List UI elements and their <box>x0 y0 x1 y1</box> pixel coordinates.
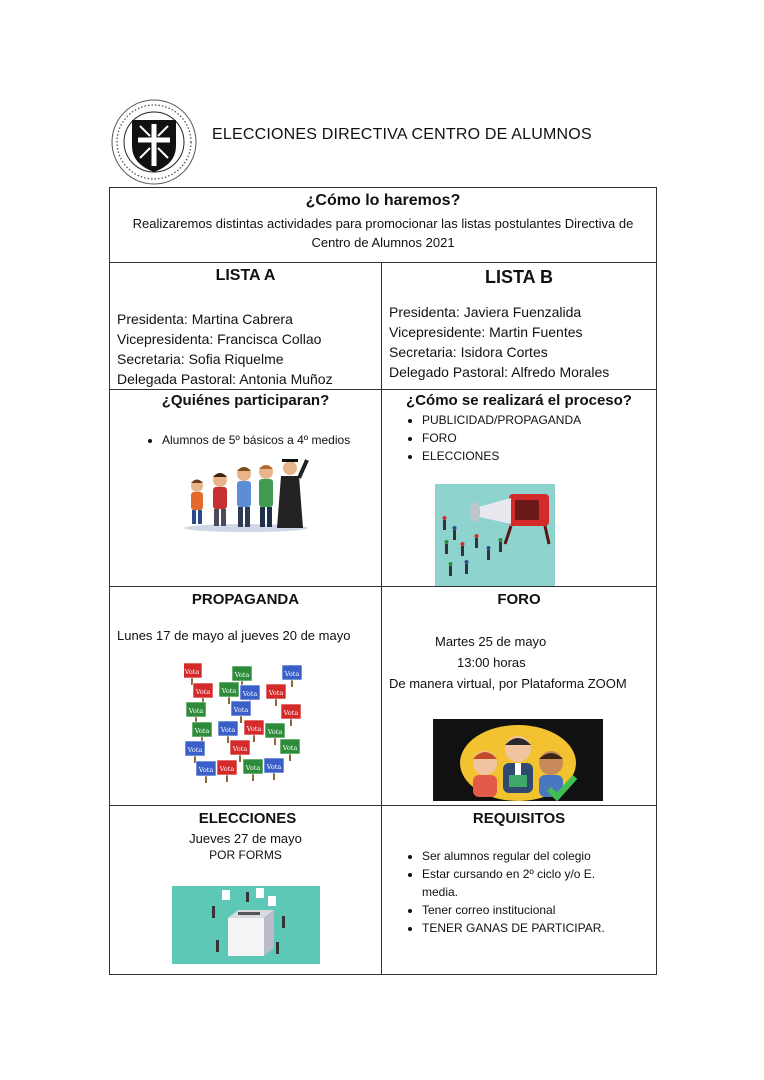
svg-text:Vota: Vota <box>220 726 236 734</box>
svg-text:Vota: Vota <box>282 744 298 752</box>
participants-title: ¿Quiénes participaran? <box>161 392 330 409</box>
intro-cell <box>110 188 657 263</box>
vota-sign <box>185 741 205 763</box>
participants-item: • Alumnos de 5º básicos a 4º medios <box>162 431 381 449</box>
lista-b-member: Vicepresidente: Martin Fuentes <box>389 324 583 340</box>
vota-sign <box>184 663 202 685</box>
foro-title: FORO <box>497 591 541 608</box>
svg-text:Vota: Vota <box>198 766 214 774</box>
lista-a-member: Secretaria: Sofia Riquelme <box>117 351 284 367</box>
lista-b-title: LISTA B <box>485 267 553 287</box>
ballot-box-illustration <box>172 886 320 964</box>
vota-sign <box>266 684 286 706</box>
vota-sign <box>244 720 264 742</box>
lista-a-title: LISTA A <box>215 267 276 284</box>
requisitos-item: • TENER GANAS DE PARTICIPAR. <box>422 919 627 937</box>
requisitos-item: • Ser alumnos regular del colegio <box>422 847 627 865</box>
vota-sign <box>243 759 263 781</box>
process-item: • ELECCIONES <box>422 447 656 465</box>
page-title: ELECCIONES DIRECTIVA CENTRO DE ALUMNOS <box>212 126 592 143</box>
megaphone-illustration <box>435 484 555 586</box>
students-illustration <box>182 456 310 534</box>
requisitos-cell <box>382 806 657 975</box>
vota-sign <box>217 760 237 782</box>
elecciones-title: ELECCIONES <box>198 810 297 827</box>
svg-text:Vota: Vota <box>242 690 258 698</box>
lista-b-member: Presidenta: Javiera Fuenzalida <box>389 304 582 320</box>
process-cell <box>382 390 657 587</box>
elecciones-line: Jueves 27 de mayo <box>189 831 302 846</box>
svg-text:Vota: Vota <box>195 688 211 696</box>
svg-text:Vota: Vota <box>245 764 261 772</box>
foro-line: 13:00 horas <box>457 655 526 670</box>
student-4 <box>259 465 273 527</box>
vota-signs-illustration <box>184 663 308 787</box>
requisitos-item: • Estar cursando en 2º ciclo y/o E. media. <box>422 865 627 901</box>
svg-text:Vota: Vota <box>246 725 262 733</box>
foro-line: Martes 25 de mayo <box>435 634 547 649</box>
svg-text:Vota: Vota <box>219 765 235 773</box>
propaganda-title: PROPAGANDA <box>191 591 300 608</box>
debate-illustration <box>433 719 603 801</box>
propaganda-cell <box>110 587 382 806</box>
vota-sign <box>196 761 216 783</box>
lista-a-member: Delegada Pastoral: Antonia Muñoz <box>117 371 333 387</box>
foro-cell <box>382 587 657 806</box>
requisitos-item: • Tener correo institucional <box>422 901 627 919</box>
svg-text:Vota: Vota <box>284 670 300 678</box>
svg-text:Vota: Vota <box>221 687 237 695</box>
svg-text:Vota: Vota <box>283 709 299 717</box>
graduate <box>277 459 307 528</box>
vota-sign <box>186 702 206 724</box>
tiny-people <box>443 520 502 576</box>
foro-line: De manera virtual, por Plataforma ZOOM <box>389 676 627 691</box>
lista-a-member: Presidenta: Martina Cabrera <box>117 311 293 327</box>
svg-text:Vota: Vota <box>267 728 283 736</box>
student-2 <box>213 473 227 526</box>
info-table <box>109 187 657 975</box>
svg-text:Vota: Vota <box>187 746 203 754</box>
school-logo <box>110 98 198 186</box>
lista-b-member: Delegado Pastoral: Alfredo Morales <box>389 364 610 380</box>
svg-text:Vota: Vota <box>194 727 210 735</box>
person-center <box>503 736 533 793</box>
svg-text:Vota: Vota <box>233 706 249 714</box>
lista-a-member: Vicepresidenta: Francisca Collao <box>117 331 322 347</box>
process-title: ¿Cómo se realizará el proceso? <box>406 392 632 409</box>
svg-text:Vota: Vota <box>268 689 284 697</box>
student-3 <box>237 467 251 527</box>
process-item: • FORO <box>422 429 656 447</box>
svg-text:Vota: Vota <box>184 668 200 676</box>
student-1 <box>191 480 203 525</box>
svg-text:Vota: Vota <box>266 763 282 771</box>
participants-cell <box>110 390 382 587</box>
propaganda-date: Lunes 17 de mayo al jueves 20 de mayo <box>117 628 351 643</box>
svg-text:Vota: Vota <box>232 745 248 753</box>
requisitos-title: REQUISITOS <box>472 810 566 827</box>
lista-b-cell <box>382 263 657 390</box>
elecciones-cell <box>110 806 382 975</box>
lista-b-member: Secretaria: Isidora Cortes <box>389 344 548 360</box>
process-item: • PUBLICIDAD/PROPAGANDA <box>422 411 656 429</box>
intro-text: Realizaremos distintas actividades para promocionar las listas postulantes Directiva de Centro de Alumnos 2021 <box>132 216 634 250</box>
intro-title: ¿Cómo lo haremos? <box>305 192 461 209</box>
svg-text:Vota: Vota <box>234 671 250 679</box>
svg-text:Vota: Vota <box>188 707 204 715</box>
vota-sign <box>264 758 284 780</box>
lista-a-cell <box>110 263 382 390</box>
elecciones-line: POR FORMS <box>209 848 282 862</box>
